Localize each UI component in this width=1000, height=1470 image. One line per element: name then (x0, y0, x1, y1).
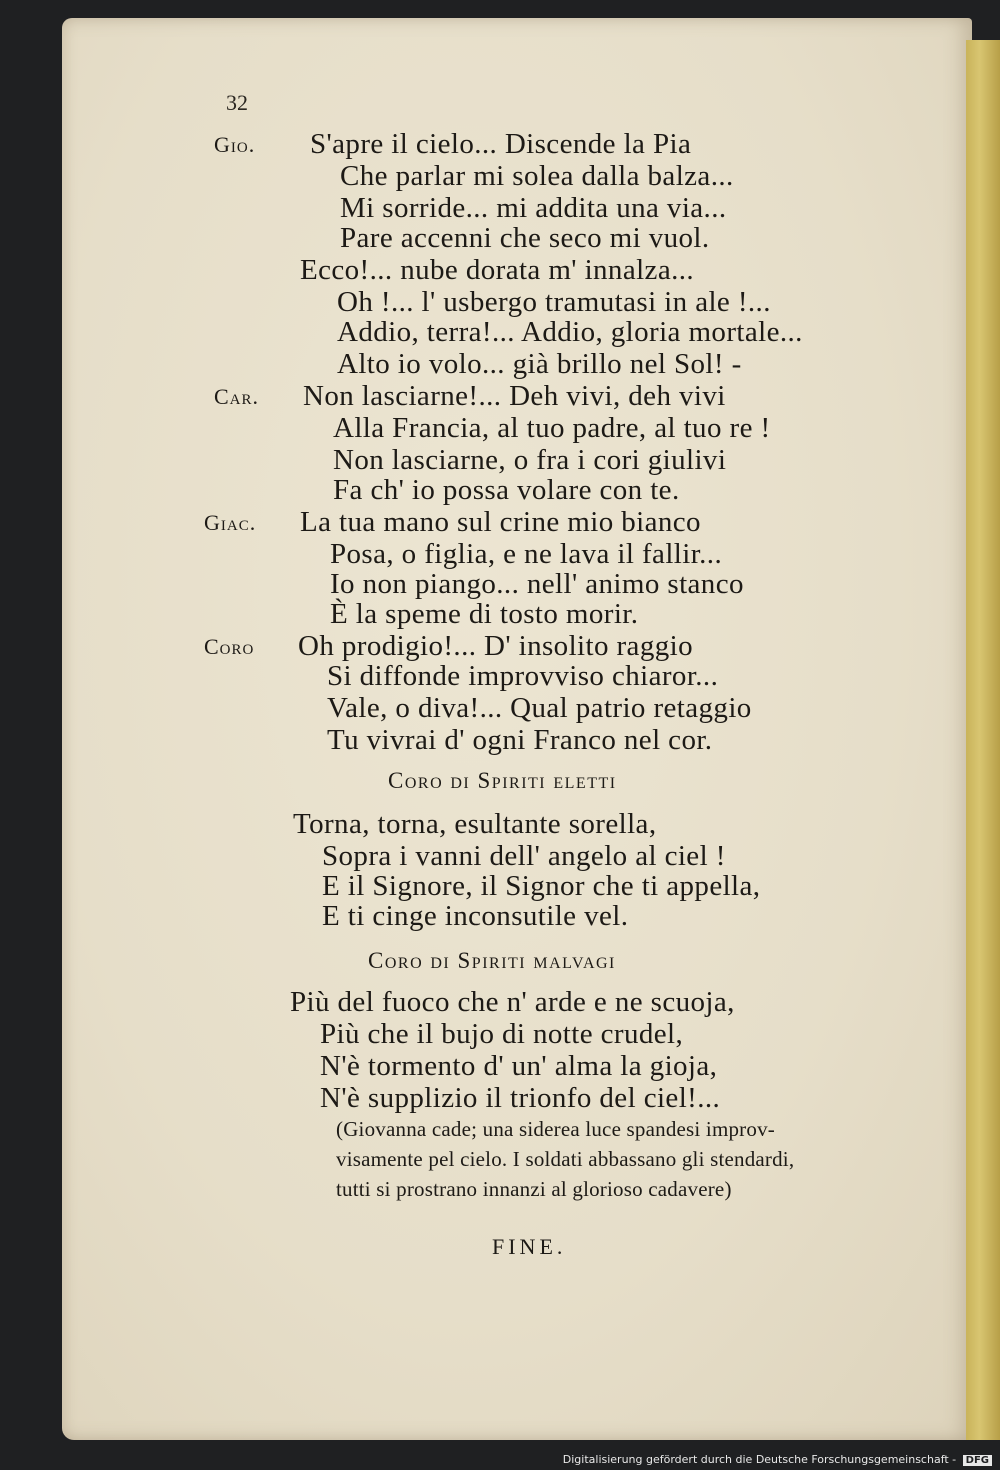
verse-line: Addio, terra!... Addio, gloria mortale... (337, 316, 803, 348)
verse-line: Più del fuoco che n' arde e ne scuoja, (290, 986, 735, 1018)
verse-line: Alto io volo... già brillo nel Sol! - (337, 348, 742, 380)
verse-line: E ti cinge inconsutile vel. (322, 900, 629, 932)
verse-line: Oh prodigio!... D' insolito raggio (298, 630, 693, 662)
speaker-label: Coro (204, 634, 255, 659)
verse-line: Fa ch' io possa volare con te. (333, 474, 680, 506)
fine-label: FINE. (492, 1234, 567, 1259)
verse-line: N'è tormento d' un' alma la gioja, (320, 1050, 718, 1082)
verse-line: Vale, o diva!... Qual patrio retaggio (327, 692, 752, 724)
verse-line: S'apre il cielo... Discende la Pia (310, 128, 692, 160)
verse-line: Che parlar mi solea dalla balza... (340, 160, 734, 192)
verse-line: Ecco!... nube dorata m' innalza... (300, 254, 695, 286)
speaker-label: Car. (214, 384, 260, 409)
speaker-label: Gio. (214, 132, 256, 157)
verse-line: Alla Francia, al tuo padre, al tuo re ! (333, 412, 771, 444)
stage-direction-line-2: visamente pel cielo. I soldati abbassano gli stendardi, (336, 1147, 795, 1171)
verse-line: È la speme di tosto morir. (330, 598, 639, 630)
verse-line: Sopra i vanni dell' angelo al ciel ! (322, 840, 726, 872)
page-number: 32 (226, 90, 248, 115)
verse-line: Oh !... l' usbergo tramutasi in ale !... (337, 286, 771, 318)
verse-line: Io non piango... nell' animo stanco (330, 568, 744, 600)
verse-line: La tua mano sul crine mio bianco (300, 506, 701, 538)
footer-text: Digitalisierung gefördert durch die Deutsche Forschungsgemeinschaft - (562, 1453, 957, 1466)
footer-credit (563, 1453, 992, 1466)
verse-line: Non lasciarne!... Deh vivi, deh vivi (303, 380, 726, 412)
heading-spiriti-malvagi: Coro di Spiriti malvagi (368, 948, 616, 973)
verse-line: Torna, torna, esultante sorella, (293, 808, 657, 840)
verse-line: N'è supplizio il trionfo del ciel!... (320, 1082, 721, 1114)
verse-line: Mi sorride... mi addita una via... (340, 192, 727, 224)
verse-line: Posa, o figlia, e ne lava il fallir... (330, 538, 723, 570)
verse-line: Più che il bujo di notte crudel, (320, 1018, 684, 1050)
verse-line: E il Signore, il Signor che ti appella, (322, 870, 761, 902)
verse-line: Non lasciarne, o fra i cori giulivi (333, 444, 727, 476)
stage-direction-line-1: (Giovanna cade; una siderea luce spandesi improv- (336, 1117, 775, 1141)
verse-line: Si diffonde improvviso chiaror... (327, 660, 719, 692)
verse-line: Tu vivrai d' ogni Franco nel cor. (327, 724, 713, 756)
stage-direction-line-3: tutti si prostrano innanzi al glorioso cadavere) (336, 1177, 732, 1201)
verse-line: Pare accenni che seco mi vuol. (340, 222, 710, 254)
speaker-label: Giac. (204, 510, 257, 535)
heading-spiriti-eletti: Coro di Spiriti eletti (388, 768, 617, 793)
dfg-logo: DFG (963, 1455, 992, 1466)
